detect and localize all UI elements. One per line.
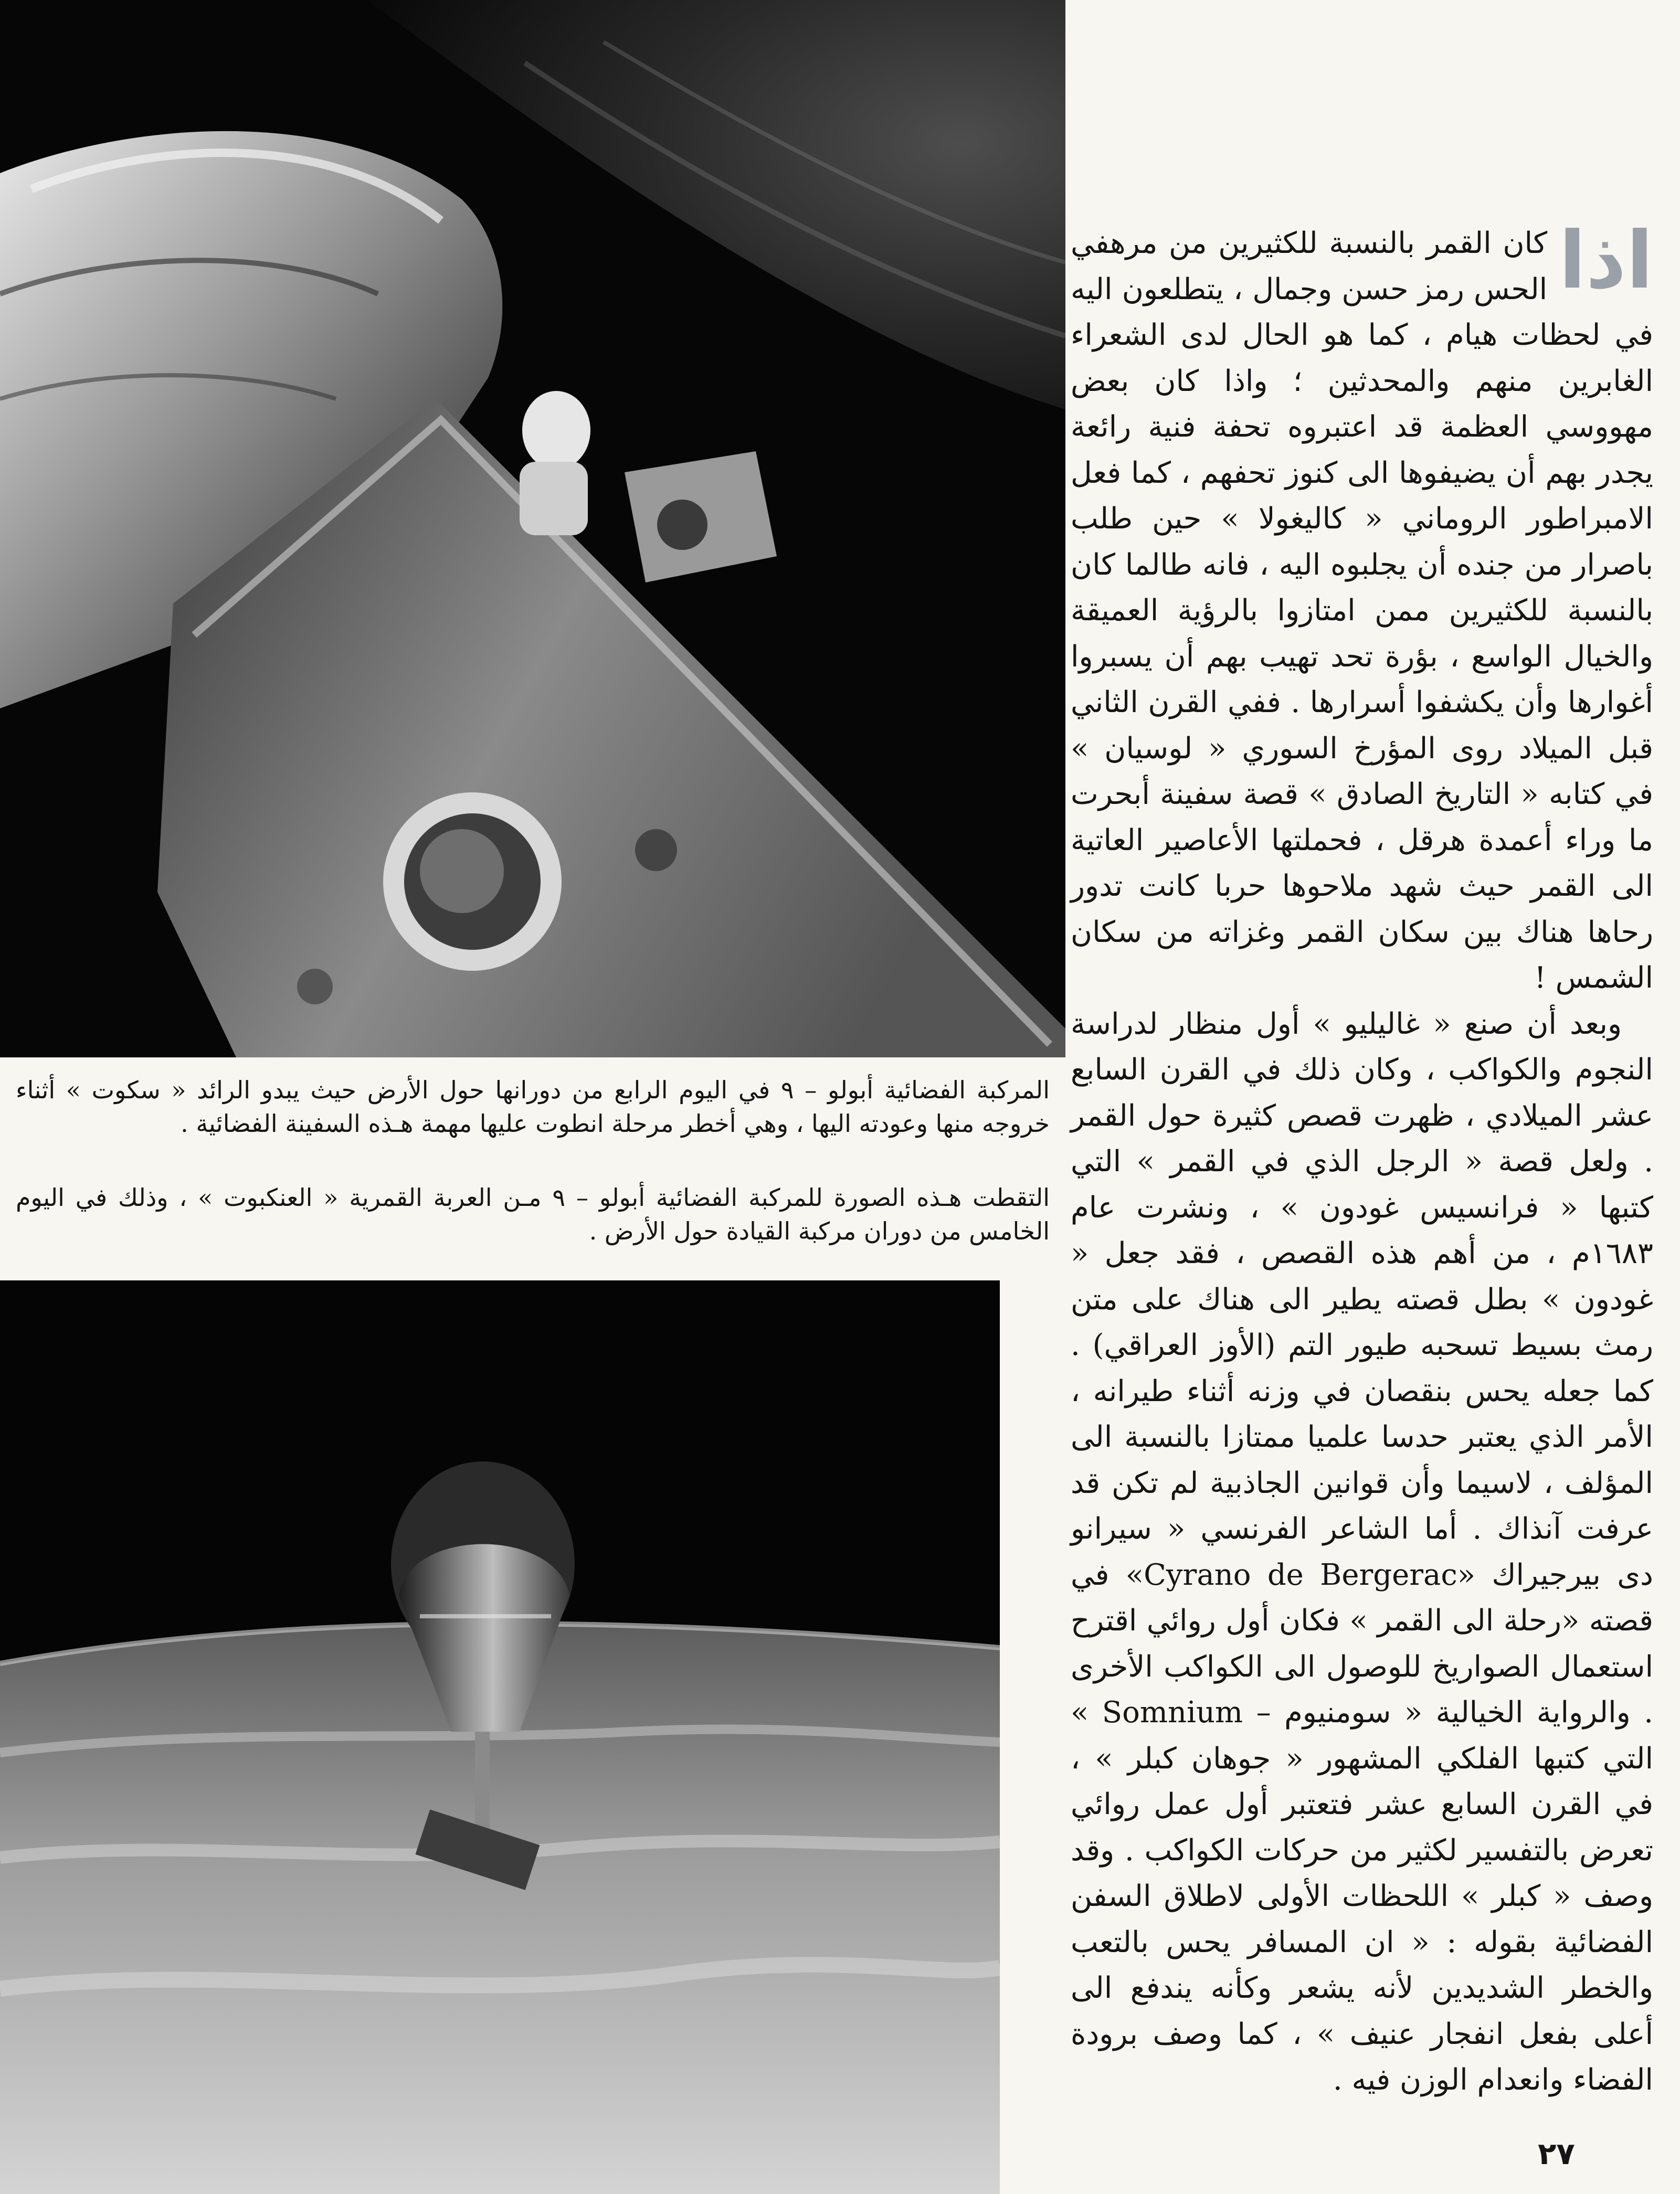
spacewalk-image bbox=[0, 0, 1065, 1057]
photo-apollo9-command-module bbox=[0, 1280, 1000, 2194]
photo-caption-spacewalk bbox=[0, 1073, 1065, 1140]
photo-apollo9-spacewalk bbox=[0, 0, 1065, 1057]
article-body bbox=[1071, 215, 1653, 2103]
article-paragraph-2: وبعد أن صنع « غاليليو » أول منظار لدراسة النجوم والكواكب ، وكان ذلك في القرن السابع عشر الميلادي ، ظهرت قصص كثيرة حول القمر . ولعل قصة « الرجل الذي في القمر » التي كتبها « فرانسيس غودون » ، ونشرت عام ١٦٨٣م ، من أهم هذه القصص ، فقد جعل « غودون » بطل قصته يطير الى هناك على متن رمث بسيط تسحبه طيور التم (الأوز العراقي) . كما جعله يحس بنقصان في وزنه أثناء طيرانه ، الأمر الذي يعتبر حدسا علميا ممتازا بالنسبة الى المؤلف ، لاسيما وأن قوانين الجاذبية لم تكن قد عرفت آنذاك . أما الشاعر الفرنسي « سيرانو دى بيرجيراك «Cyrano de Bergerac» في قصته «رحلة الى القمر » فكان أول روائي اقترح استعمال الصواريخ للوصول الى الكواكب الأخرى . والرواية الخيالية « سومنيوم – Somnium » التي كتبها الفلكي المشهور « جوهان كبلر » ، في القرن السابع عشر فتعتبر أول عمل روائي تعرض بالتفسير لكثير من حركات الكواكب . وقد وصف « كبلر » اللحظات الأولى لاطلاق السفن الفضائية بقوله : « ان المسافر يحس بالتعب والخطر الشديدين لأنه يشعر وكأنه يندفع الى أعلى بفعل انفجار عنيف » ، كما وصف برودة الفضاء وانعدام الوزن فيه . bbox=[1071, 1006, 1653, 2097]
drop-cap: اذا bbox=[1559, 215, 1653, 306]
page-number: ٢٧ bbox=[1538, 2136, 1575, 2171]
caption-text-1: المركبة الفضائية أبولو – ٩ في اليوم الرابع من دورانها حول الأرض حيث يبدو الرائد « سكوت » أثناء خروجه منها وعودته اليها ، وهي أخطر مرحلة انطوت عليها مهمة هـذه السفينة الفضائية . bbox=[16, 1076, 1050, 1138]
photo-caption-spider bbox=[0, 1181, 1065, 1248]
article-paragraph-1 bbox=[1071, 215, 1653, 1001]
command-module-image bbox=[0, 1280, 1000, 2194]
caption-text-2: التقطت هـذه الصورة للمركبة الفضائية أبولو – ٩ مـن العربة القمرية « العنكبوت » ، وذلك في اليوم الخامس من دوران مركبة القيادة حول الأرض . bbox=[16, 1183, 1050, 1245]
paragraph-1-text: كان القمر بالنسبة للكثيرين من مرهفي الحس رمز حسن وجمال ، يتطلعون اليه في لحظات هيام ، كما هو الحال لدى الشعراء الغابرين منهم والمحدثين ؛ واذا كان بعض مهووسي العظمة قد اعتبروه تحفة فنية رائعة يجدر بهم أن يضيفوها الى كنوز تحفهم ، كما فعل الامبراطور الروماني « كاليغولا » حين طلب باصرار من جنده أن يجلبوه اليه ، فانه طالما كان بالنسبة للكثيرين ممن امتازوا بالرؤية العميقة والخيال الواسع ، بؤرة تحد تهيب بهم أن يسبروا أغوارها وأن يكشفوا أسرارها . ففي القرن الثاني قبل الميلاد روى المؤرخ السوري « لوسيان » في كتابه « التاريخ الصادق » قصة سفينة أبحرت ما وراء أعمدة هرقل ، فحملتها الأعاصير العاتية الى القمر حيث شهد ملاحوها حربا كانت تدور رحاها هناك بين سكان القمر وغزاته من سكان الشمس ! bbox=[1071, 226, 1653, 995]
